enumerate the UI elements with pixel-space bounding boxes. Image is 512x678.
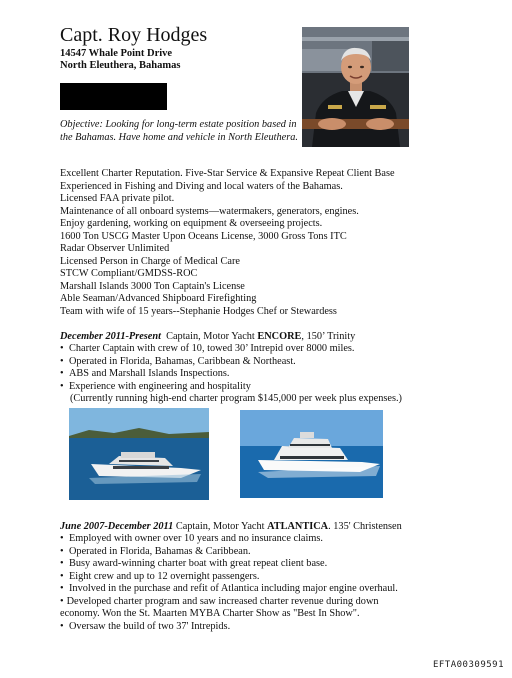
vessel-name: ATLANTICA	[267, 521, 329, 532]
job-bullet: • Involved in the purchase and refit of Atlantica including major engine overhaul.	[60, 583, 460, 596]
redaction-block	[60, 83, 167, 110]
job-bullet: • Operated in Florida, Bahamas & Caribbean.	[60, 546, 460, 559]
yacht-encore-photo	[69, 408, 209, 500]
qualification-line: Enjoy gardening, working on equipment & overseeing projects.	[60, 218, 323, 229]
qualification-line: Radar Observer Unlimited	[60, 243, 170, 254]
job-bullets	[60, 343, 460, 393]
job-atlantica-section	[60, 520, 460, 633]
candidate-name: Capt. Roy Hodges	[60, 24, 208, 46]
job-bullet: • Operated in Florida, Bahamas, Caribbean & Northeast.	[60, 356, 460, 369]
qualification-line: Licensed Person in Charge of Medical Care	[60, 255, 240, 267]
vessel-details: . 135' Christensen	[328, 521, 402, 532]
job-bullet: • Busy award-winning charter boat with great repeat client base.	[60, 558, 460, 571]
document-id: EFTA00309591	[432, 660, 504, 670]
qualification-line: Excellent Charter Reputation. Five-Star Service & Expansive Repeat Client Base	[60, 168, 395, 179]
qualification-line: 1600 Ton USCG Master Upon Oceans License, 3000 Gross Tons ITC	[60, 230, 347, 242]
qualifications-list	[60, 168, 460, 318]
yacht-atlantica-photo	[240, 410, 383, 498]
address-line-1: 14547 Whale Point Drive	[60, 48, 173, 59]
job-bullet: • Charter Captain with crew of 10, towed 30’ Intrepid over 8000 miles.	[60, 343, 460, 356]
vessel-name: ENCORE	[257, 331, 302, 342]
charter-note: (Currently running high-end charter program $145,000 per week plus expenses.)	[70, 393, 402, 404]
vessel-details: , 150’ Trinity	[301, 331, 356, 342]
job-heading	[60, 330, 460, 343]
qualification-line: Able Seaman/Advanced Shipboard Firefighting	[60, 293, 257, 304]
job-role: Captain, Motor Yacht	[175, 521, 265, 532]
job-encore-section	[60, 330, 460, 406]
job-bullet: • Eight crew and up to 12 overnight passengers.	[60, 571, 460, 584]
job-bullet: • ABS and Marshall Islands Inspections.	[60, 368, 460, 381]
qualification-line: Team with wife of 15 years--Stephanie Hodges Chef or Stewardess	[60, 305, 337, 317]
qualification-line: Maintenance of all onboard systems—watermakers, generators, engines.	[60, 205, 359, 217]
qualification-line: Experienced in Fishing and Diving and local waters of the Bahamas.	[60, 180, 343, 192]
address-line-2: North Eleuthera, Bahamas	[60, 60, 181, 71]
objective-statement: Objective: Looking for long-term estate position based in the Bahamas. Have home and vehicle in North Eleuthera.	[60, 119, 298, 143]
qualification-line: Licensed FAA private pilot.	[60, 193, 175, 204]
qualification-line: Marshall Islands 3000 Ton Captain's License	[60, 280, 245, 292]
job-bullet: • Experience with engineering and hospitality	[60, 381, 460, 394]
job-bullet: • Employed with owner over 10 years and no insurance claims.	[60, 533, 460, 546]
job-dates: December 2011-Present	[60, 331, 161, 342]
qualification-line: STCW Compliant/GMDSS-ROC	[60, 268, 198, 279]
job-heading	[60, 520, 460, 533]
job-dates: June 2007-December 2011	[60, 521, 174, 532]
captain-portrait-photo	[302, 27, 409, 147]
job-bullet: • Oversaw the build of two 37' Intrepids.	[60, 621, 460, 634]
job-bullets	[60, 533, 460, 633]
job-bullet: • Developed charter program and saw increased charter revenue during down economy. Won the St. Maarten MYBA Charter Show as "Best In Show".	[60, 596, 420, 621]
job-role: Captain, Motor Yacht	[166, 331, 255, 342]
